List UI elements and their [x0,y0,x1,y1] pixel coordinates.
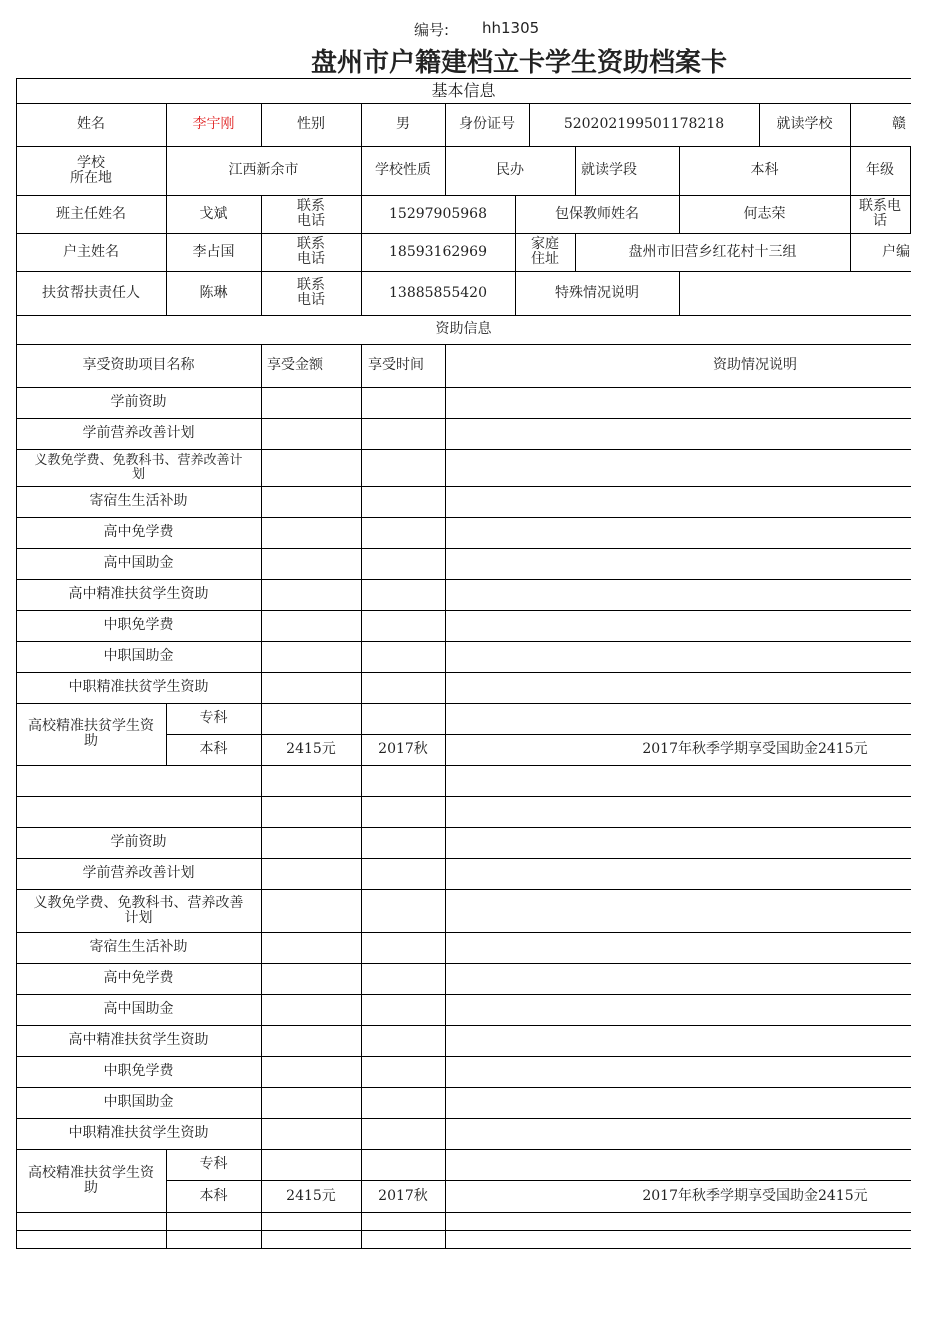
grade-label: 年级 [866,162,894,178]
guarantor-phone-label: 联系电 话 [859,198,901,229]
aid-amount: 2415元 [286,1187,336,1204]
archive-number-value: hh1305 [482,19,540,37]
school-label: 就读学校 [776,116,833,132]
guarantor-teacher-value: 何志荣 [743,205,786,222]
aid-note: 2017年秋季学期享受国助金2415元 [642,741,868,757]
school-value: 赣 [892,116,906,132]
school-type-value: 民办 [496,162,524,178]
householder-value: 李占国 [192,243,235,260]
aid-time: 2017秋 [378,741,428,757]
householder-label: 户主姓名 [63,243,119,260]
college-sub-zhuanke: 专科 [199,1156,228,1172]
study-stage-value: 本科 [750,162,779,178]
poverty-officer-label: 扶贫帮扶责任人 [42,284,140,301]
household-number-label: 户编 [882,243,910,260]
class-teacher-value: 戈斌 [199,205,228,222]
college-sub-zhuanke: 专科 [199,710,228,726]
aid-item: 寄宿生生活补助 [89,493,188,509]
poverty-officer-phone-label: 联系 电话 [297,277,325,308]
aid-item: 高中精准扶贫学生资助 [68,586,209,602]
aid-header-amount: 享受金额 [267,357,323,373]
householder-phone-label: 联系 电话 [297,236,325,267]
home-address-value: 盘州市旧营乡红花村十三组 [628,243,797,260]
householder-phone-value: 18593162969 [389,243,487,260]
aid-item: 学前营养改善计划 [82,865,195,881]
aid-item: 中职精准扶贫学生资助 [68,1125,209,1141]
aid-info-section-title: 资助信息 [435,321,492,337]
aid-item: 中职精准扶贫学生资助 [68,679,209,695]
aid-amount: 2415元 [286,741,336,757]
school-type-label: 学校性质 [375,162,431,178]
college-aid-label: 高校精准扶贫学生资 助 [28,718,154,749]
aid-item: 中职免学费 [103,617,174,633]
aid-item: 高中免学费 [103,524,174,540]
student-name: 李宇刚 [192,116,235,132]
aid-item: 高中国助金 [103,555,174,571]
home-address-label: 家庭 住址 [531,236,559,267]
aid-item: 高中国助金 [103,1001,174,1017]
aid-item: 中职国助金 [103,1094,174,1110]
aid-header-item: 享受资助项目名称 [82,357,195,373]
college-sub-benke: 本科 [199,1187,228,1204]
name-label: 姓名 [77,116,105,132]
aid-item: 学前资助 [110,834,167,850]
special-notes-label: 特殊情况说明 [555,284,639,301]
aid-item: 中职国助金 [103,648,174,664]
aid-note: 2017年秋季学期享受国助金2415元 [642,1187,868,1204]
poverty-officer-phone-value: 13885855420 [389,284,487,301]
aid-item: 中职免学费 [103,1063,174,1079]
gender-label: 性别 [297,116,325,132]
college-sub-benke: 本科 [199,741,228,757]
aid-item: 学前营养改善计划 [82,425,195,441]
aid-item: 高中精准扶贫学生资助 [68,1032,209,1048]
aid-item: 学前资助 [110,394,167,410]
aid-item: 义教免学费、免教科书、营养改善计 划 [34,452,243,482]
college-aid-label: 高校精准扶贫学生资 助 [28,1164,154,1196]
basic-info-section-title: 基本信息 [431,81,496,100]
aid-item: 寄宿生生活补助 [89,939,188,955]
guarantor-teacher-label: 包保教师姓名 [555,205,639,222]
page-title: 盘州市户籍建档立卡学生资助档案卡 [311,48,728,78]
aid-time: 2017秋 [378,1187,428,1204]
gender-value: 男 [396,116,410,132]
aid-item: 义教免学费、免教科书、营养改善 计划 [33,894,244,926]
archive-number-label: 编号: [414,21,450,39]
school-location-value: 江西新余市 [228,162,299,178]
class-teacher-label: 班主任姓名 [56,205,126,222]
aid-item: 高中免学费 [103,970,174,986]
id-number-value: 520202199501178218 [563,116,725,132]
school-location-label: 学校 所在地 [70,154,112,186]
study-stage-label: 就读学段 [581,162,637,178]
poverty-officer-value: 陈琳 [199,284,228,301]
aid-header-note: 资助情况说明 [713,357,797,373]
aid-header-time: 享受时间 [368,357,424,373]
id-number-label: 身份证号 [459,116,515,132]
teacher-phone-label: 联系 电话 [297,198,325,229]
teacher-phone-value: 15297905968 [389,205,487,222]
